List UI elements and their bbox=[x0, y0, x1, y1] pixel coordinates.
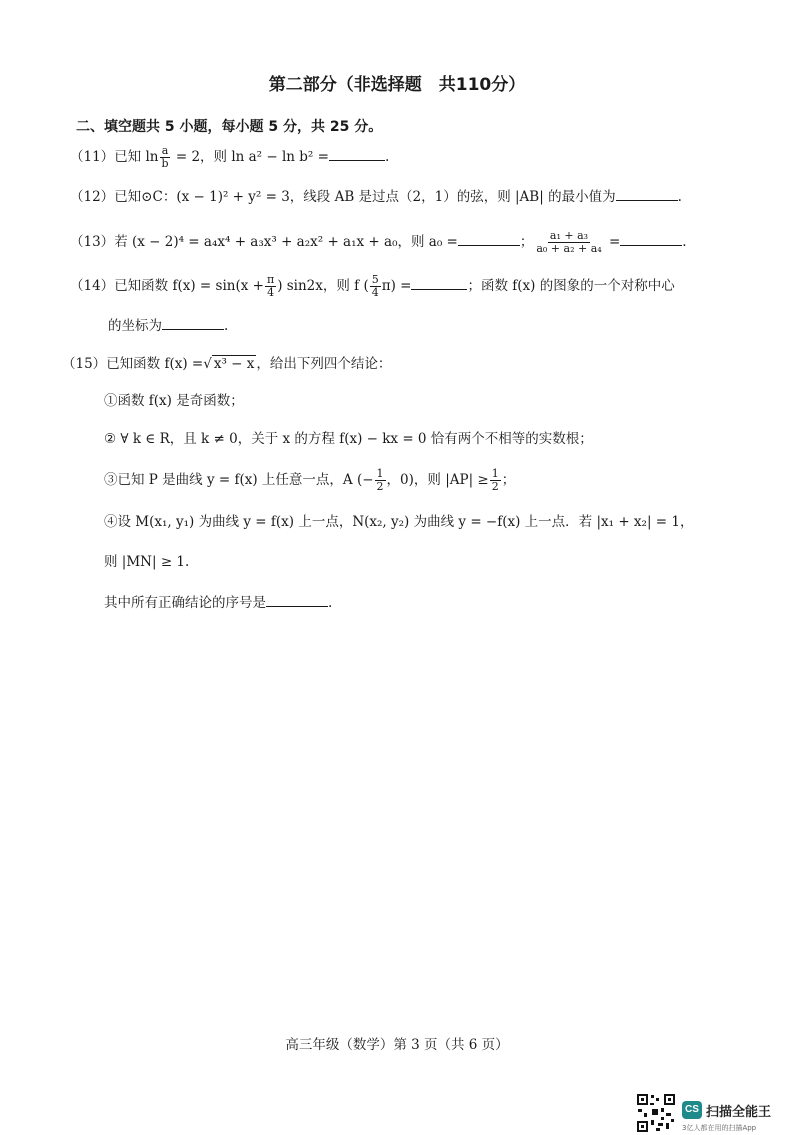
part-title: 第二部分（非选择题 共110分） bbox=[268, 75, 526, 95]
q14-sep: ；函数 f(x) 的图象的一个对称中心 bbox=[467, 278, 675, 294]
fraction-denominator: b bbox=[161, 157, 169, 170]
period: . bbox=[682, 234, 687, 250]
fraction-numerator: a₁ + a₃ bbox=[549, 229, 589, 242]
question-12 bbox=[70, 186, 682, 208]
conclusion-1: ①函数 f(x) 是奇函数； bbox=[104, 393, 244, 409]
fraction-denominator: 4 bbox=[267, 286, 275, 299]
fraction-denominator: a₀ + a₂ + a₄ bbox=[536, 242, 602, 255]
fraction bbox=[490, 468, 501, 493]
radicand: x³ − x bbox=[213, 356, 255, 372]
fraction-denominator: 2 bbox=[491, 480, 499, 493]
q14-arg-post: π) = bbox=[381, 278, 412, 294]
page-footer: 高三年级（数学）第 3 页（共 6 页） bbox=[285, 1037, 509, 1053]
ask-text: 其中所有正确结论的序号是 bbox=[104, 595, 266, 611]
question-15-ask bbox=[104, 592, 332, 614]
q15-intro-pre: 已知函数 f(x) = bbox=[106, 356, 204, 372]
sqrt-sign: √ bbox=[203, 356, 212, 372]
conclusion-4: ④设 M(x₁, y₁) 为曲线 y = f(x) 上一点，N(x₂, y₂) 为曲线 y = −f(x) 上一点．若 |x₁ + x₂| = 1， bbox=[104, 514, 694, 530]
scanner-watermark bbox=[636, 1093, 786, 1135]
q14-post: ) sin2x，则 f ( bbox=[277, 278, 369, 294]
fraction-numerator: a bbox=[161, 144, 169, 157]
question-13 bbox=[70, 230, 687, 255]
fraction bbox=[370, 274, 381, 299]
fraction-denominator: 2 bbox=[376, 480, 384, 493]
q14-pre: 已知函数 f(x) = sin(x + bbox=[114, 278, 264, 294]
answer-blank[interactable] bbox=[616, 186, 678, 201]
answer-blank[interactable] bbox=[411, 275, 467, 290]
fraction bbox=[534, 230, 603, 255]
question-11 bbox=[70, 145, 389, 170]
separator: ； bbox=[519, 234, 534, 250]
equals: = bbox=[604, 234, 621, 250]
conclusion-2: ② ∀ k ∈ R，且 k ≠ 0，关于 x 的方程 f(x) − kx = 0 恰有两个不相等的实数根； bbox=[104, 431, 593, 447]
question-number: （11） bbox=[70, 149, 115, 165]
scanner-app-name: 扫描全能王 bbox=[706, 1105, 772, 1120]
answer-blank[interactable] bbox=[162, 315, 224, 330]
question-number: （14） bbox=[70, 278, 115, 294]
answer-blank[interactable] bbox=[620, 231, 682, 246]
c3-pre: ③已知 P 是曲线 y = f(x) 上任意一点，A (− bbox=[104, 472, 374, 488]
answer-blank[interactable] bbox=[458, 231, 520, 246]
period: . bbox=[677, 189, 682, 205]
period: . bbox=[224, 318, 229, 334]
period: . bbox=[384, 149, 390, 165]
question-number: （13） bbox=[70, 234, 115, 250]
section-heading: 二、填空题共 5 小题，每小题 5 分，共 25 分。 bbox=[76, 119, 383, 135]
q11-pre: 已知 ln bbox=[114, 149, 159, 165]
answer-blank[interactable] bbox=[266, 592, 328, 607]
q13-text: 若 (x − 2)⁴ = a₄x⁴ + a₃x³ + a₂x² + a₁x + a₀，则 a₀ = bbox=[114, 234, 458, 250]
c3-end: ； bbox=[501, 472, 516, 488]
c3-mid: ，0)，则 |AP| ≥ bbox=[386, 472, 489, 488]
fraction-numerator: π bbox=[266, 273, 275, 286]
question-number: （15） bbox=[62, 356, 107, 372]
fraction-numerator: 1 bbox=[491, 467, 499, 480]
q11-mid: = 2，则 ln a² − ln b² = bbox=[171, 149, 329, 165]
fraction bbox=[265, 274, 276, 299]
question-14-line2 bbox=[108, 315, 228, 337]
scanner-tagline: 3亿人都在用的扫描App bbox=[682, 1124, 757, 1132]
question-number: （12） bbox=[70, 189, 115, 205]
camscanner-logo-icon: CS bbox=[682, 1101, 702, 1119]
question-15 bbox=[62, 353, 391, 375]
fraction-denominator: 4 bbox=[371, 286, 379, 299]
question-14 bbox=[70, 274, 675, 299]
q15-intro-post: ，给出下列四个结论： bbox=[256, 356, 392, 372]
conclusion-4-cont: 则 |MN| ≥ 1. bbox=[104, 554, 190, 570]
q12-text: 已知⊙C：(x − 1)² + y² = 3，线段 AB 是过点（2，1）的弦，则 |AB| 的最小值为 bbox=[114, 189, 616, 205]
period: . bbox=[328, 595, 333, 611]
fraction bbox=[160, 145, 171, 170]
q14-line2: 的坐标为 bbox=[108, 318, 162, 334]
qr-code-icon bbox=[636, 1093, 676, 1133]
fraction-numerator: 1 bbox=[376, 467, 384, 480]
answer-blank[interactable] bbox=[329, 146, 385, 161]
conclusion-3 bbox=[104, 468, 515, 493]
fraction bbox=[375, 468, 386, 493]
fraction-numerator: 5 bbox=[371, 273, 379, 286]
